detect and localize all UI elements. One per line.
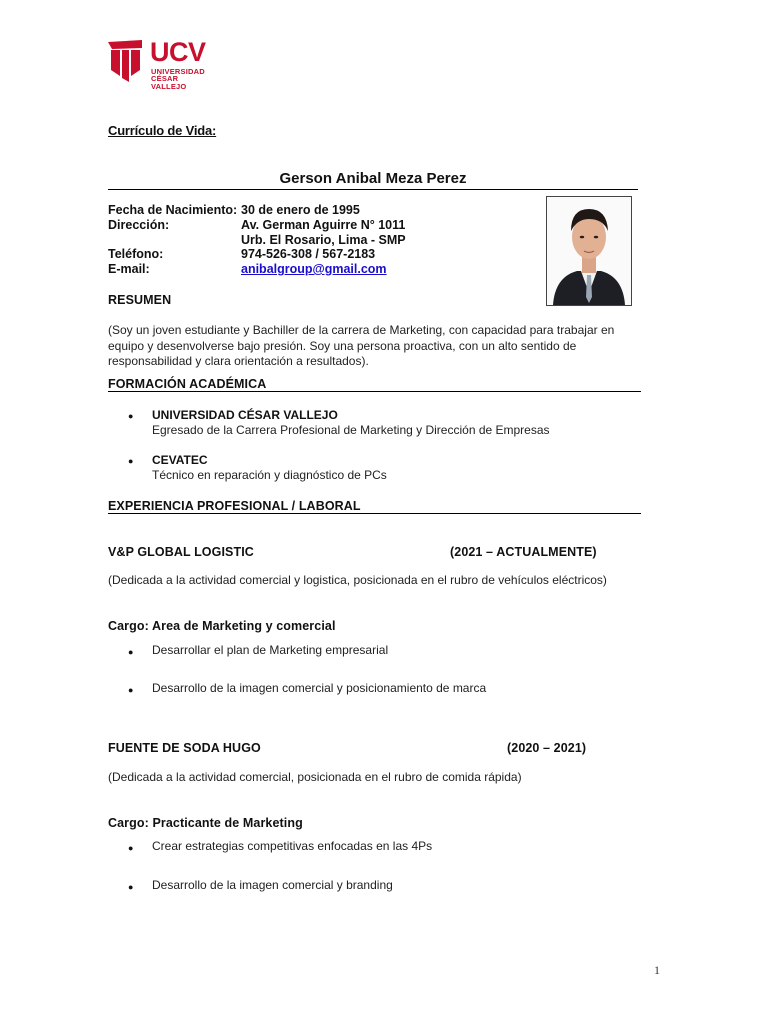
logo-subtitle-2: CÉSAR VALLEJO: [151, 74, 187, 91]
phone-row: [108, 247, 375, 262]
education-detail-2: Técnico en reparación y diagnóstico de PCs: [152, 468, 387, 482]
document-title: Currículo de Vida:: [108, 123, 217, 138]
address-row-2: [108, 233, 406, 248]
job-task-1-2: Desarrollo de la imagen comercial y posicionamiento de marca: [152, 681, 487, 695]
job-role-2: Cargo: Practicante de Marketing: [108, 816, 303, 830]
summary-heading: RESUMEN: [108, 293, 172, 307]
birth-row: [108, 203, 360, 218]
job-task-2-1: Crear estrategias competitivas enfocadas en las 4Ps: [152, 839, 433, 853]
education-heading: FORMACIÓN ACADÉMICA: [108, 377, 267, 391]
bullet-icon: ●: [128, 647, 134, 657]
logo-name: UCV: [150, 37, 206, 67]
bullet-icon: ●: [128, 685, 134, 695]
name-divider: [108, 189, 638, 190]
bullet-icon: ●: [128, 843, 134, 853]
job-company-1: V&P GLOBAL LOGISTIC: [108, 545, 254, 559]
address-label: Dirección:: [108, 218, 170, 232]
job-description-2: (Dedicada a la actividad comercial, posicionada en el rubro de comida rápida): [108, 770, 522, 784]
email-label: E-mail:: [108, 262, 150, 276]
job-role-1: Cargo: Area de Marketing y comercial: [108, 619, 336, 633]
candidate-name: Gerson Anibal Meza Perez: [279, 170, 467, 187]
address-row: [108, 218, 405, 233]
education-divider: [108, 391, 641, 392]
person-portrait-icon: [547, 197, 631, 305]
bullet-icon: ●: [128, 456, 134, 466]
job-period-1: (2021 – ACTUALMENTE): [450, 545, 597, 559]
phone-label: Teléfono:: [108, 247, 164, 261]
job-task-2-2: Desarrollo de la imagen comercial y branding: [152, 878, 393, 892]
ucv-shield-icon: [108, 40, 144, 82]
phone-value: 974-526-308 / 567-2183: [241, 247, 376, 261]
bullet-icon: ●: [128, 411, 134, 421]
page-number: 1: [654, 963, 660, 977]
job-description-1: (Dedicada a la actividad comercial y logistica, posicionada en el rubro de vehículos eléctricos): [108, 573, 607, 587]
email-link[interactable]: anibalgroup@gmail.com: [241, 262, 387, 276]
bullet-icon: ●: [128, 882, 134, 892]
education-detail-1: Egresado de la Carrera Profesional de Marketing y Dirección de Empresas: [152, 423, 550, 437]
birth-value: 30 de enero de 1995: [241, 203, 360, 217]
profile-photo: [546, 196, 632, 306]
summary-text: (Soy un joven estudiante y Bachiller de la carrera de Marketing, con capacidad para trabajar en equipo y desenvolverse bajo presión. Soy una persona proactiva, con un alto sentido de responsabilidad y clara orientación a resultados).: [108, 323, 615, 368]
experience-heading: EXPERIENCIA PROFESIONAL / LABORAL: [108, 499, 361, 513]
university-logo: [108, 37, 208, 91]
experience-divider: [108, 513, 641, 514]
education-institution-1: UNIVERSIDAD CÉSAR VALLEJO: [152, 408, 338, 422]
job-company-2: FUENTE DE SODA HUGO: [108, 741, 261, 755]
address-line-2: Urb. El Rosario, Lima - SMP: [241, 233, 406, 247]
job-period-2: (2020 – 2021): [507, 741, 587, 755]
logo-subtitle-1: UNIVERSIDAD: [151, 67, 205, 76]
address-line-1: Av. German Aguirre N° 1011: [241, 218, 406, 232]
email-row: [108, 262, 387, 277]
birth-label: Fecha de Nacimiento:: [108, 203, 238, 217]
education-institution-2: CEVATEC: [152, 453, 208, 467]
job-task-1-1: Desarrollar el plan de Marketing empresarial: [152, 643, 389, 657]
